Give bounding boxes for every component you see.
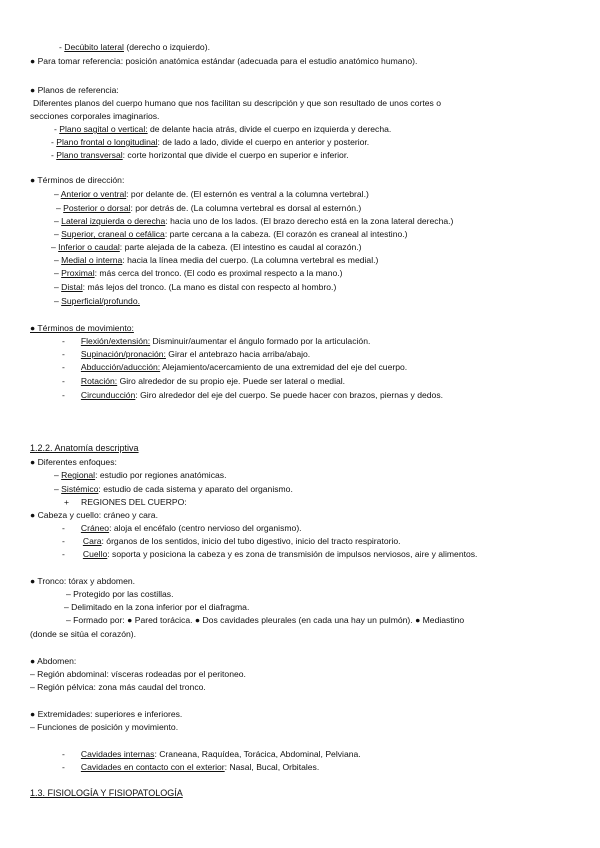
term: Cara xyxy=(82,536,102,546)
list-item: - Cavidades en contacto con el exterior: Nasal, Bucal, Orbitales. xyxy=(62,762,320,772)
section-heading: 1.2.2. Anatomía descriptiva xyxy=(30,443,139,453)
paragraph: ● Diferentes enfoques: xyxy=(30,457,117,467)
list-item: – Inferior o caudal: parte alejada de la cabeza. (El intestino es caudal al corazón.) xyxy=(51,242,362,252)
list-item: - Rotación: Giro alrededor de su propio eje. Puede ser lateral o medial. xyxy=(62,376,346,386)
section-heading: ● Términos de dirección: xyxy=(30,175,125,185)
paragraph: secciones corporales imaginarios. xyxy=(30,111,160,121)
term: Circunducción xyxy=(80,390,136,400)
list-item: – Superior, craneal o cefálica: parte cercana a la cabeza. (El corazón es craneal al intestino.) xyxy=(54,229,408,239)
paragraph: ● Abdomen: xyxy=(30,656,77,666)
term: Medial o interna xyxy=(61,255,123,265)
term: Posterior o dorsal xyxy=(63,203,131,213)
term: Lateral izquierda o derecha xyxy=(61,216,166,226)
term: Decúbito lateral xyxy=(64,42,124,52)
term: Anterior o ventral xyxy=(60,189,127,199)
list-item: – Regional: estudio por regiones anatómicas. xyxy=(54,470,227,480)
list-item: – Superficial/profundo. xyxy=(54,296,140,306)
list-item: - Circunducción: Giro alrededor del eje del cuerpo. Se puede hacer con brazos, piernas y dedos. xyxy=(62,390,443,400)
list-item: - Decúbito lateral (derecho o izquierdo). xyxy=(59,42,210,52)
paragraph: ● Tronco: tórax y abdomen. xyxy=(30,576,136,586)
list-item: - Cráneo: aloja el encéfalo (centro nervioso del organismo). xyxy=(62,523,302,533)
term: Distal xyxy=(61,282,83,292)
list-item: - Plano transversal: corte horizontal que divide el cuerpo en superior e inferior. xyxy=(51,150,349,160)
list-item: – Formado por: ● Pared torácica. ● Dos cavidades pleurales (en cada una hay un pulmón). ● Mediastino xyxy=(66,615,465,625)
list-item: - Plano sagital o vertical: de delante hacia atrás, divide el cuerpo en izquierda y derecha. xyxy=(54,124,392,134)
term: Proximal xyxy=(61,268,95,278)
list-item: - Abducción/aducción: Alejamiento/acercamiento de una extremidad del eje del cuerpo. xyxy=(62,362,408,372)
section-heading: ● Términos de movimiento: xyxy=(30,323,134,333)
section-heading: 1.3. FISIOLOGÍA Y FISIOPATOLOGÍA xyxy=(30,788,183,798)
list-item: – Distal: más lejos del tronco. (La mano es distal con respecto al hombro.) xyxy=(54,282,337,292)
section-heading: ● Planos de referencia: xyxy=(30,85,119,95)
list-item: - Cuello: soporta y posiciona la cabeza y es zona de transmisión de impulsos nerviosos, aire y alimentos. xyxy=(62,549,478,559)
term: Flexión/extensión: xyxy=(80,336,151,346)
term: Plano sagital o vertical: xyxy=(59,124,148,134)
paragraph: ● Para tomar referencia: posición anatómica estándar (adecuada para el estudio anatómico humano). xyxy=(30,56,418,66)
term: Cráneo xyxy=(80,523,110,533)
list-item: – Protegido por las costillas. xyxy=(66,589,174,599)
list-item: – Región pélvica: zona más caudal del tronco. xyxy=(30,682,206,692)
paragraph: ● Extremidades: superiores e inferiores. xyxy=(30,709,183,719)
list-item: + REGIONES DEL CUERPO: xyxy=(64,497,187,507)
term: Superficial/profundo. xyxy=(61,296,140,306)
paragraph: Diferentes planos del cuerpo humano que nos facilitan su descripción y que son resultado de unos cortes o xyxy=(33,98,441,108)
list-item: - Plano frontal o longitudinal: de lado a lado, divide el cuerpo en anterior y posterior. xyxy=(51,137,370,147)
list-item: – Posterior o dorsal: por detrás de. (La columna vertebral es dorsal al esternón.) xyxy=(56,203,362,213)
term: Inferior o caudal xyxy=(58,242,120,252)
term: Cavidades internas xyxy=(80,749,155,759)
list-item: – Sistémico: estudio de cada sistema y aparato del organismo. xyxy=(54,484,293,494)
list-item: - Supinación/pronación: Girar el antebrazo hacia arriba/abajo. xyxy=(62,349,311,359)
term: Superior, craneal o cefálica xyxy=(61,229,165,239)
list-item: – Proximal: más cerca del tronco. (El codo es proximal respecto a la mano.) xyxy=(54,268,343,278)
list-item: – Región abdominal: vísceras rodeadas por el peritoneo. xyxy=(30,669,246,679)
list-item: – Funciones de posición y movimiento. xyxy=(30,722,179,732)
list-item: – Medial o interna: hacia la línea media del cuerpo. (La columna vertebral es medial.) xyxy=(54,255,379,265)
term: Regional xyxy=(61,470,96,480)
term: Abducción/aducción: xyxy=(80,362,161,372)
list-item: – Delimitado en la zona inferior por el diafragma. xyxy=(64,602,250,612)
term: Supinación/pronación: xyxy=(80,349,166,359)
term: Rotación: xyxy=(80,376,118,386)
list-item: – Anterior o ventral: por delante de. (El esternón es ventral a la columna vertebral.) xyxy=(54,189,369,199)
term: Plano transversal xyxy=(56,150,123,160)
paragraph: ● Cabeza y cuello: cráneo y cara. xyxy=(30,510,158,520)
term: Cavidades en contacto con el exterior xyxy=(80,762,225,772)
list-item: - Flexión/extensión: Disminuir/aumentar el ángulo formado por la articulación. xyxy=(62,336,371,346)
list-item: - Cavidades internas: Craneana, Raquídea, Torácica, Abdominal, Pelviana. xyxy=(62,749,361,759)
term: Plano frontal o longitudinal xyxy=(56,137,158,147)
term: Cuello xyxy=(82,549,108,559)
list-item: - Cara: órganos de los sentidos, inicio del tubo digestivo, inicio del tracto respiratorio. xyxy=(62,536,401,546)
term: Sistémico xyxy=(61,484,99,494)
paragraph: (donde se sitúa el corazón). xyxy=(30,629,137,639)
list-item: – Lateral izquierda o derecha: hacia uno de los lados. (El brazo derecho está en la zona lateral derecha.) xyxy=(54,216,454,226)
